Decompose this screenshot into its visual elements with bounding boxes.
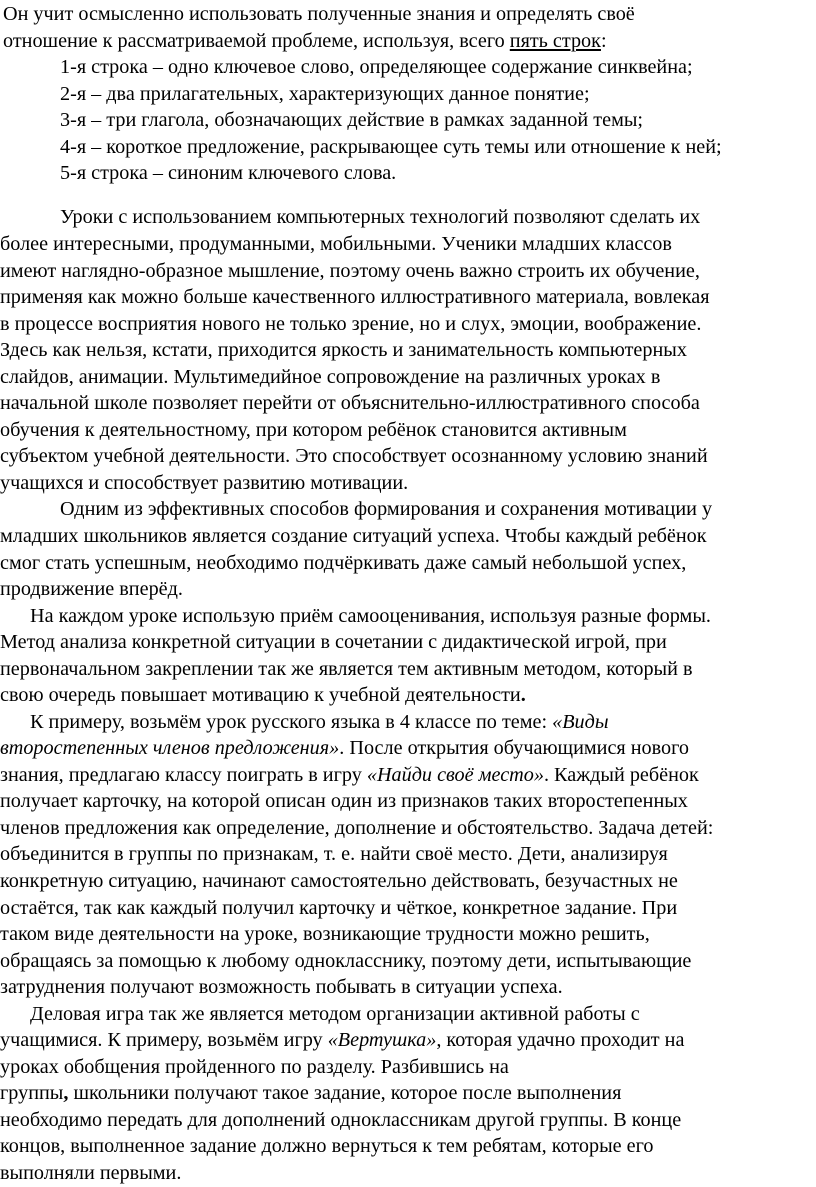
- text-line: [0, 551, 816, 575]
- list-item: [60, 82, 816, 106]
- text-line: [60, 205, 816, 229]
- text-line: [0, 1161, 816, 1185]
- text-line: [0, 896, 816, 920]
- text-line: [0, 577, 816, 601]
- text-line: [0, 391, 816, 415]
- text-segment: концов, выполненное задание должно вернуться к тем ребятам, которые его: [0, 1135, 654, 1158]
- text-line: [0, 842, 816, 866]
- text-line: [0, 1108, 816, 1132]
- text-segment: , которая удачно проходит на: [436, 1029, 685, 1052]
- text-segment: Деловая игра так же является методом организации активной работы с: [30, 1002, 640, 1025]
- text-segment: конкретную ситуацию, начинают самостоятельно действовать, безучастных не: [0, 870, 678, 893]
- text-segment: . После открытия обучающимися нового: [339, 737, 690, 760]
- text-line: [0, 736, 816, 760]
- text-segment: первоначальном закреплении так же является тем активным методом, который в: [0, 657, 693, 680]
- text-line: [0, 763, 816, 787]
- text-segment: На каждом уроке использую приём самооценивания, используя разные формы.: [30, 604, 711, 627]
- italic-title: «Вертушка»: [327, 1029, 437, 1052]
- text-segment: более интересными, продуманными, мобильными. Ученики младших классов: [0, 233, 672, 256]
- text-line: [0, 471, 816, 495]
- text-segment: применяя как можно больше качественного иллюстративного материала, вовлекая: [0, 286, 710, 309]
- text-line: [0, 312, 816, 336]
- text-line: [60, 497, 816, 521]
- text-line: [0, 630, 816, 654]
- text-line: [0, 949, 816, 973]
- text-line: [0, 869, 816, 893]
- list-item: [60, 161, 816, 185]
- text-segment: таком виде деятельности на уроке, возникающие трудности можно решить,: [0, 923, 650, 946]
- text-line: [0, 524, 816, 548]
- text-segment: обращаясь за помощью к любому однокласснику, поэтому дети, испытывающие: [0, 949, 692, 972]
- text-segment: слайдов, анимации. Мультимедийное сопровождение на различных уроках в: [0, 365, 661, 388]
- text-segment: ,: [63, 1082, 69, 1105]
- text-line: [3, 2, 816, 26]
- text-segment: К примеру, возьмём урок русского языка в 4 классе по теме:: [30, 710, 553, 733]
- text-line: [0, 922, 816, 946]
- text-segment: .: [520, 684, 526, 707]
- text-segment: отношение к рассматриваемой проблеме, используя, всего: [3, 29, 510, 52]
- text-line: [0, 789, 816, 813]
- text-segment: 2-я – два прилагательных, характеризующих данное понятие;: [60, 82, 590, 105]
- text-segment: выполняли первыми.: [0, 1162, 182, 1184]
- text-segment: имеют наглядно-образное мышление, поэтому очень важно строить их обучение,: [0, 259, 700, 282]
- text-line: [0, 285, 816, 309]
- text-segment: Уроки с использованием компьютерных технологий позволяют сделать их: [60, 206, 701, 229]
- text-segment: 4-я – короткое предложение, раскрывающее суть темы или отношение к ней;: [60, 135, 722, 158]
- text-segment: 5-я строка – синоним ключевого слова.: [60, 162, 397, 185]
- text-line: [0, 816, 816, 840]
- text-line: [0, 1134, 816, 1158]
- text-line: [0, 1081, 816, 1105]
- text-segment: свою очередь повышает мотивацию к учебной деятельности: [0, 684, 521, 707]
- text-segment: продвижение вперёд.: [0, 578, 183, 601]
- text-line: [0, 657, 816, 681]
- text-line: [0, 975, 816, 999]
- text-segment: получает карточку, на которой описан один из признаков таких второстепенных: [0, 790, 688, 813]
- text-line: [0, 365, 816, 389]
- text-segment: начальной школе позволяет перейти от объяснительно-иллюстративного способа: [0, 392, 700, 415]
- list-item: [60, 108, 816, 132]
- text-segment: необходимо передать для дополнений одноклассникам другой группы. В конце: [0, 1108, 682, 1131]
- text-line: [0, 259, 816, 283]
- text-line: [0, 1055, 816, 1079]
- text-segment: 1-я строка – одно ключевое слово, определяющее содержание синквейна;: [60, 56, 693, 79]
- text-segment: знания, предлагаю классу поиграть в игру: [0, 763, 367, 786]
- text-segment: Здесь как нельзя, кстати, приходится яркость и занимательность компьютерных: [0, 339, 687, 362]
- text-line: [0, 1028, 816, 1052]
- text-segment: обучения к деятельностному, при котором ребёнок становится активным: [0, 418, 627, 441]
- text-segment: Одним из эффективных способов формирования и сохранения мотивации у: [60, 498, 713, 521]
- text-segment: субъектом учебной деятельности. Это способствует осознанному условию знаний: [0, 445, 708, 468]
- text-segment: . Каждый ребёнок: [543, 763, 699, 786]
- text-segment: в процессе восприятия нового не только зрение, но и слух, эмоции, воображение.: [0, 312, 702, 335]
- underlined-term: пять строк: [509, 29, 601, 52]
- text-segment: уроках обобщения пройденного по разделу. Разбившись на: [0, 1055, 509, 1078]
- text-line: [0, 683, 816, 707]
- list-item: [60, 55, 816, 79]
- italic-title: «Виды: [552, 710, 609, 733]
- text-segment: младших школьников является создание ситуаций успеха. Чтобы каждый ребёнок: [0, 524, 707, 547]
- text-segment: учащихся и способствует развитию мотивации.: [0, 471, 409, 494]
- text-segment: учащимися. К примеру, возьмём игру: [0, 1029, 328, 1052]
- text-segment: объединится в группы по признакам, т. е. найти своё место. Дети, анализируя: [0, 843, 668, 866]
- text-segment: группы: [0, 1082, 64, 1105]
- text-line: [30, 710, 816, 734]
- text-line: [0, 444, 816, 468]
- list-item: [60, 135, 816, 159]
- text-line: [3, 29, 816, 53]
- italic-title: второстепенных членов предложения»: [0, 737, 340, 760]
- text-line: [0, 418, 816, 442]
- text-segment: остаётся, так как каждый получил карточку и чёткое, конкретное задание. При: [0, 896, 678, 919]
- text-segment: Метод анализа конкретной ситуации в сочетании с дидактической игрой, при: [0, 631, 667, 654]
- text-segment: затруднения получают возможность побывать в ситуации успеха.: [0, 976, 563, 999]
- text-segment: школьники получают такое задание, которое после выполнения: [68, 1082, 622, 1105]
- italic-title: «Найди своё место»: [366, 763, 544, 786]
- text-segment: смог стать успешным, необходимо подчёркивать даже самый небольшой успех,: [0, 551, 687, 574]
- text-line: [0, 338, 816, 362]
- text-line: [30, 604, 816, 628]
- text-segment: 3-я – три глагола, обозначающих действие в рамках заданной темы;: [60, 109, 644, 132]
- text-segment: :: [600, 29, 607, 52]
- text-line: [30, 1002, 816, 1026]
- text-line: [0, 232, 816, 256]
- text-segment: членов предложения как определение, дополнение и обстоятельство. Задача детей:: [0, 816, 714, 839]
- text-segment: Он учит осмысленно использовать полученные знания и определять своё: [3, 3, 635, 25]
